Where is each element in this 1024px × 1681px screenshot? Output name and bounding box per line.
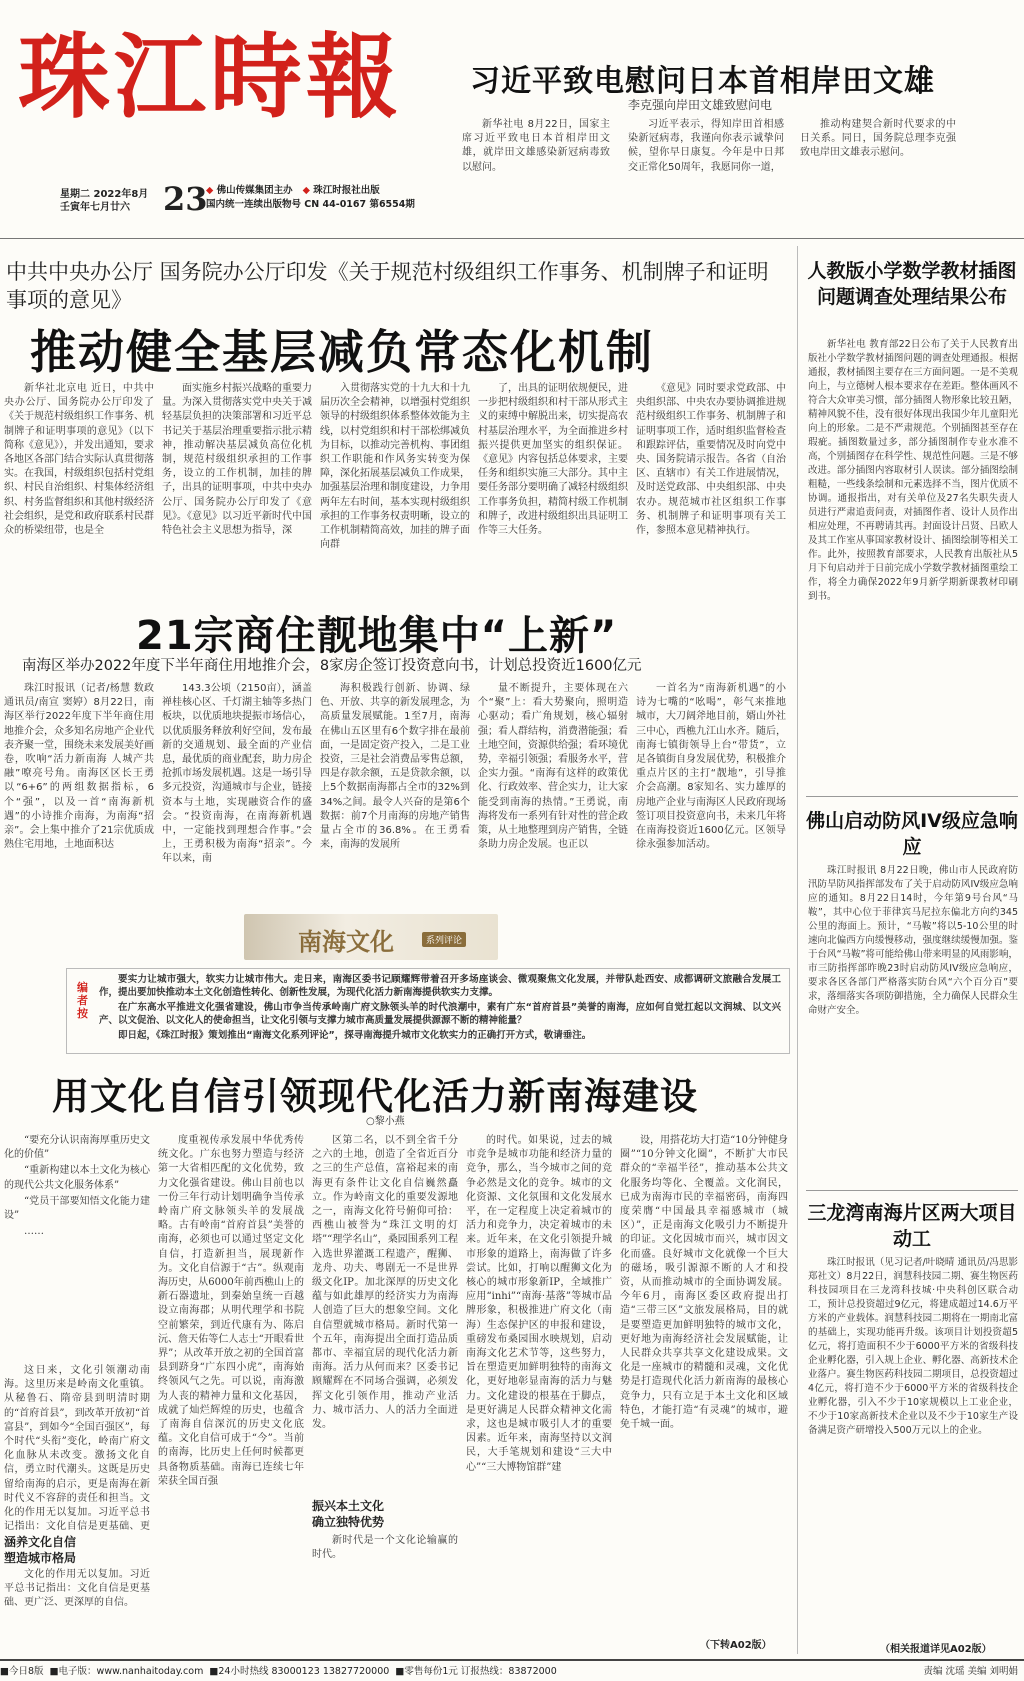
publisher-logo-icon: ◆ xyxy=(302,185,310,196)
culture-col-2: 度重视传承发展中华优秀传统文化。广东也努力塑造与经济第一大省相匹配的文化优势，致力文化强省建设。佛山目前也以一份三年行动计划明确争当传承岭南广府文脉领头羊的发展战略。古有岭南“首府首县”美誉的南海，必须也可以通过坚定文化自信，打造新担当，展现新作为。文化自信源于“古”。纵观南海历史，从6000年前西樵山上的新石器遗址，到秦始皇统一百越设立南海郡；从明代理学和书院空前繁荣，到近代康有为、陈启沅、詹天佑等仁人志士“开眼看世界”；从改革开放之初的全国首富县到跻身“广东四小虎”，南海始终领风气之先。可以说，南海激为人丧的精神力量和文化基因，成就了灿烂辉煌的历史，也蕴含了南海自信深沉的历史文化底蕴。文化自信可成于“今”。当前的南海，比历史上任何时候都更具备物质基础。南海已连续七年荣获全国百强 xyxy=(158,1135,304,1487)
culture-intro: “要充分认识南海厚重历史文化的价值” “重新构建以本土文化为核心的现代公共文化服务体系” “党员干部要知悟文化能力建设” …… xyxy=(4,1135,150,1238)
lead-col-1: 新华社北京电 近日，中共中央办公厅、国务院办公厅印发了《关于规范村级组织工作事务、机制牌子和证明事项的意见》（以下简称《意见》），并发出通知，要求各地区各部门结合实际认真贯彻落实。在我国，村级组织包括村党组织、村民自治组织、村集体经济组织、村务监督组织和其他村级经济社会组织，是党和政府联系村民群众的桥梁纽带，也是全 xyxy=(4,383,154,537)
culture-banner xyxy=(244,914,498,960)
masthead-logo: 珠江時報 xyxy=(18,23,403,131)
culture-col-1a: 这日来，文化引领潮动南海。这里历来是岭南文化重镇。从秘鲁石、隋帝县到明清时期的“首府首县”，到改革开放初“首富县”，到如今“全国百强区”，每个时代“头衔”变化，岭南广府文化血脉从未改变。激扬文化自信，勇立时代潮头。这既是历史留给南海的启示，更是南海在新时代义不容辞的责任和担当。文化的作用无以复加。习近平总书记指出：文化自信是更基础、更 xyxy=(4,1365,150,1532)
lead-kicker: 中共中央办公厅 国务院办公厅印发《关于规范村级组织工作事务、机制牌子和证明事项的意见》 xyxy=(6,260,769,312)
land-subhead: 南海区举办2022年度下半年商住用地推介会，8家房企签订投资意向书，计划总投资近1600亿元 xyxy=(22,658,642,674)
side3-headline: 三龙湾南海片区两大项目动工 xyxy=(807,1202,1017,1250)
culture-col-1b: 文化的作用无以复加。习近平总书记指出：文化自信是更基础、更广泛、更深厚的自信。 xyxy=(4,1569,150,1609)
lunar-date: 壬寅年七月廿六 xyxy=(60,202,130,213)
sidebar-divider xyxy=(797,246,798,1654)
top-col-1: 新华社电 8月22日，国家主席习近平致电日本首相岸田文雄，就岸田文雄感染新冠病毒致以慰问。 xyxy=(462,119,610,173)
land-col-5: 一首名为“南海新机遇”的小诗为七嘴的“吆喝”，彰气来推地城市，大刀阔斧地目前，婿山外社三中心，西樵九江山水齐。随后，南海七镇街领导上台“带货”，立足各镇街自身发展优势，积极推介重点片区的主打“靓地”，引导推介会高潮。8家知名、实力雄厚的房地产企业与南海区人民政府现场签订项目投资意向书，未来几年将在南海投资近1600亿元。区领导徐永强参加活动。 xyxy=(636,683,786,851)
lead-col-2: 面实施乡村振兴战略的重要力量。为深入贯彻落实党中央关于减轻基层负担的决策部署和习近平总书记关于基层治理重要指示批示精神，推动解决基层减负高位化机制，规范村级组织承担的工作事务，设立的工作机制，加挂的牌子，出具的证明事项，中共中央办公厅、国务院办公厅印发了《意见》。《意见》以习近平新时代中国特色社会主义思想为指导，深 xyxy=(162,383,312,537)
top-subhead: 李克强向岸田文雄致慰问电 xyxy=(628,98,773,112)
footer-pages: ■今日8版 xyxy=(0,1666,44,1677)
continued-note: （下转A02版） xyxy=(700,1640,772,1651)
footer xyxy=(0,1664,1024,1680)
culture-headline: 用文化自信引领现代化活力新南海建设 xyxy=(52,1075,698,1118)
publisher-info xyxy=(206,184,476,212)
masthead-divider xyxy=(0,238,1024,239)
publisher-text: 珠江时报社出版 xyxy=(313,185,380,196)
land-col-3: 海积极践行创新、协调、绿色、开放、共享的新发展理念，为高质量发展赋能。1至7月，南海在佛山五区里有6个数字排在最前面，一是固定资产投入，二是工业投资，三是社会消费品零售总额，四是存款余额，五是贷款余额，以上5个数据南海都占全市的32%到34%之间。最令人兴奋的是第6个数据：前7个月南海的房地产销售量占全市的36.8%。在王勇看来，南海的发展所 xyxy=(320,683,470,851)
footer-editors: 责编 沈瑶 美编 刘明娟 xyxy=(923,1666,1018,1677)
culture-banner-title: 南海文化 xyxy=(298,927,394,956)
top-col-3: 推动构建契合新时代要求的中日关系。同日，国务院总理李克强致电岸田文雄表示慰问。 xyxy=(800,119,956,159)
side-divider-2 xyxy=(806,1190,1018,1191)
side1-headline: 人教版小学数学教材插图问题调查处理结果公布 xyxy=(807,260,1017,308)
land-col-1: 珠江时报讯（记者/杨慧 数政 通讯员/南宣 窦婷）8月22日，南海区举行2022年度下半年商住用地推介会，众多知名房地产企业代表齐聚一堂，围绕未来发展美好画卷，吹响“活力新南海 人城产共融”嘹亮号角。南海区区长王勇以“6+6”的两组数据指标，6个“强”，以及一首“南海新机遇”的小诗推介南海，为南海“招亲”。会上集中推介了21宗优质成熟住宅用地，土地面积达 xyxy=(4,683,154,851)
land-col-2: 143.3公顷（2150亩），涵盖禅桂核心区、千灯湖主轴等多热门板块，以优质地块提振市场信心，以优质服务释放利好空间，发布最新的交通规划、最全面的产业信息，最优质的商业配套，助力房企抢抓市场发展机遇。这是一场引导多元投资，沟通城市与企业，链接资本与土地，实现融资合作的盛会。“投资南海，在南海新机遇中，一定能找到理想合作事。”会上，王勇积极为南海“招亲”。今年以来，南 xyxy=(162,683,312,865)
date-text: 星期二 2022年8月 xyxy=(60,189,149,200)
editor-note-label: 编者按 xyxy=(77,981,88,1020)
footer-price: ■零售每份1元 订报热线：83872000 xyxy=(395,1666,557,1677)
editor-note-box xyxy=(66,968,790,1054)
culture-col-4: 的时代。如果说，过去的城市竞争是城市功能和经济力量的竞争，那么，当今城市之间的竞争必然是文化的竞争。城市的文化资源、文化氛围和文化发展水平，在一定程度上决定着城市的活力和竞争力，决定着城市的未来。近年来，在文化引领提升城市形象的道路上，南海做了许多尝试。比如，打响以醒狮文化为核心的城市形象新IP，全域推广应用“inhi”“南海·基落”等城市品牌形象，积极推进广府文化（南海）生态保护区的申报和建设，重磅发布桑园围水映规划，启动南海文化艺术节等，这些努力，旨在塑造更加鲜明独特的南海文化，更好地彰显南海的活力与魅力。文化建设的根基在于脚点，是更好满足人民群众精神文化需求，这也是城市吸引人才的重要因素。近年来，南海坚持以文润民，大手笔规划和建设“三大中心”“三大博物馆群”建 xyxy=(466,1135,612,1473)
lead-col-5: 《意见》同时要求党政部、中央组织部、中央农办要协调推进规范村级组织工作事务、机制牌子和证明事项工作，适时组织监督检查和跟踪评估，重要情况及时向党中央、国务院请示报告。各省（自治区、直辖市）有关工作进展情况，及时送党政部、中央组织部、中央农办。规范城市社区组织工作事务、机制牌子和证明事项有关工作，参照本意见精神执行。 xyxy=(636,383,786,537)
land-headline: 21宗商住靓地集中“上新” xyxy=(136,613,618,659)
land-col-4: 量不断提升，主要体现在六个“聚”上：看大势聚向，照明造心驱动；看广角规划，核心辐射强；看人群结构，消费潜能强；看土地空间，资源供给强；看环境优势，幸福引领强；看服务水平，营企实力强。“南海有这样的政策优化、行政效率、营企实力，让大家能受到南海的热情。”王勇说，南海将发布一系列有针对性的营企政策，从土地整理到房产销售，全链条助力房企发展。也正以 xyxy=(478,683,628,851)
editor-note-text: 要实力让城市强大，软实力让城市伟大。走日来，南海区委书记顾耀辉带着召开多场座谈会、微观聚焦文化发展，并带队赴西安、成都调研文旅融合发展工作，提出要加快推动本土文化创造性转化、创新性发展，为现代化活力新南海提供软实力支撑。 在广东高水平推进文化强省建设，佛山市争当传承岭南广府文脉领头羊的时代浪潮中，素有广东“首府首县”美誉的南海，应如何自觉扛起以文润城、以文兴产、以文促治、以文化人的使命担当，让文化引领与支撑力城市高质量发展提供源源不断的精神能量？ 即日起，《珠江时报》策划推出“南海文化系列评论”，探寻南海提升城市文化软实力的正确打开方式，敬请垂注。 xyxy=(99,974,781,1041)
culture-byline: ○黎小燕 xyxy=(366,1116,405,1127)
sponsor-text: 佛山传媒集团主办 xyxy=(216,185,293,196)
culture-col-3a: 区第二名，以不到全省千分之六的土地，创造了全省近百分之三的生产总值，富裕起来的南海更有条件让文化自信巍然矗立。作为岭南文化的重要发源地之一，南海文化符号俯仰可拾：西樵山被誉为“珠江文明的灯塔”“理学名山”，桑园围系列工程入选世界灌溉工程遗产，醒狮、龙舟、功夫、粤剧无一不是世界级文化IP。加北深厚的历史文化蕴与如此雄厚的经济实力为南海人创造了巨大的想象空间。文化自信塑就城市格局。新时代第一个五年，南海提出全面打造品质都市、幸福宜居的现代化活力新南海。活力从何而来？区委书记顾耀辉在不同场合强调，必须发挥文化引领作用，推动产业活力、城市活力、人的活力全面迸发。 xyxy=(312,1135,458,1431)
side1-text: 新华社电 教育部22日公布了关于人民教育出版社小学数学教材插图问题的调查处理通报。根据通报，教材插图主要存在三方面问题。一是不美观向上，与立德树人根本要求存在差距。整体画风不符合大众审美习惯，部分插图人物形象比较丑陋，精神风貌不佳，没有很好体现出我国少年儿童阳光向上的形象。二是不严肃规范。个别插图甚至存在瑕疵。插图数量过多，部分插图制作专业水准不高，个别插图存在科学性、规范性问题。三是不够改进。部分插图内容取材引人误读。部分插图绘制粗糙，一些线条绘制和元素选择不当，图片优质不协调。通报指出，对有关单位及27名失职失责人员进行严肃追责问责，对插图作者、设计人员作出相应处理，不再聘请其再。封面设计吕贤、吕欧人及其工作室从事国家教材设计、插图绘制等相关工作。此外，按照教育部要求，人民教育出版社从5月下旬启动并于日前完成小学数学教材插图重绘工作，将全力确保2022年9月新学期新课教材印刷到书。 xyxy=(808,339,1018,602)
day-number: 23 xyxy=(163,180,208,218)
culture-col-5: 设，用搭花坊大打造“10分钟健身圈”“10分钟文化圈”，不断扩大市民群众的“幸福半径”，推动基本公共文化服务均等化、全覆盖。文化润民，已成为南海市民的幸福密码，南海四度荣膺“中国最具幸福感城市（城区）”，正是南海文化吸引力不断提升的印证。文化因城市而兴，城市因文化而盛。良好城市文化就像一个巨大的磁场，吸引源源不断的人才和投资，从而推动城市的全面协调发展。今年6月，南海区委区政府提出打造“三带三区”文旅发展格局，目的就是要塑造更加鲜明独特的城市文化，更好地为南海经济社会发展赋能，让人民群众共享共享文化建设成果。文化是一座城市的精髓和灵魂，文化优势是打造现代化活力新南海的最核心竞争力，只有立足于本土文化和区域特色，才能打造“有灵魂”的城市，避免千城一面。 xyxy=(620,1135,788,1431)
side3-text: 珠江时报讯（见习记者/叶晓晴 通讯员/冯思影 郑社文）8月22日，润慧科技园二期、赛生物医药科技园项目在三龙湾科技城·中央科创区联合动工，预计总投资超过9亿元，将建成超过14.6万平方米的产业载体。润慧科技园二期将在一期南北富的基础上，实现功能再升级。该项目计划投资超5亿元，将打造面积不少于6000平方米的省级科技企业孵化器，引入规上企业、孵化器、高新技术企业落户。赛生物医药科技园二期项目，总投资超过4亿元，将打造不少于6000平方米的省级科技企业孵化器，引入不少于10家规模以上工业企业，不少于10家高新技术企业以及不少于10家生产设备满足资产研增投入500万元以上的企业。 xyxy=(808,1257,1018,1436)
culture-subhead-2: 振兴本土文化 确立独特优势 xyxy=(312,1499,385,1529)
culture-subhead-1: 涵养文化自信 塑造城市格局 xyxy=(4,1535,77,1565)
side2-text: 珠江时报讯 8月22日晚，佛山市人民政府防汛防旱防风指挥部发布了关于启动防风IV级应急响应的通知。8月22日14时，今年第9号台风“马鞍”，其中心位于菲律宾马尼拉东偏北方向约345公里的海面上。预计，“马鞍”将以5-10公里的时速向北偏西方向缓慢移动，强度继续缓慢加强。鉴于台风“马鞍”将可能给佛山带来明显的风雨影响，市三防指挥部昨晚23时启动防风IV级应急响应，要求各区各部门严格落实防台风“六个百分百”要求，落细落实各项防御措施，全力确保人民群众生命财产安全。 xyxy=(808,865,1018,1016)
top-col-2: 习近平表示，得知岸田首相感染新冠病毒，我谨向你表示诚挚问候，望你早日康复。今年是中日邦交正常化50周年，我愿同你一道， xyxy=(628,119,784,173)
lead-col-4: 了，出具的证明依规便民，进一步把村级组织和村干部从形式主义的束缚中解脱出来，切实提高农村基层治理水平，为全面推进乡村振兴提供更加坚实的组织保证。《意见》内容包括总体要求，主要任务和组织实施三大部分。其中主要任务部分要明确了减轻村级组织工作事务负担，精简村级工作机制和牌子，改进村级组织出具证明工作等三大任务。 xyxy=(478,383,628,537)
issue-date xyxy=(60,188,148,214)
side3-more: （相关报道详见A02版） xyxy=(880,1644,992,1655)
sponsor-logo-icon: ◆ xyxy=(206,185,214,196)
lead-col-3: 入贯彻落实党的十九大和十九届历次全会精神，以增强村党组织领导的村级组织体系整体效能为主线，以村党组织和村干部松绑减负为目标，以推动完善机构、事团组织工作职能和作风务实转变为保障，深化拓展基层减负工作成果，加强基层治理和制度建设，力争用两年左右时间，基本实现村级组织承担的工作事务权责明晰，设立的工作机制精简高效，加挂的牌子面向群 xyxy=(320,383,470,551)
footer-rule xyxy=(0,1659,1024,1661)
footer-hotline: ■24小时热线 83000123 13827720000 xyxy=(209,1666,390,1677)
culture-col-3b: 新时代是一个文化论输赢的时代。 xyxy=(312,1535,458,1561)
issn-text: 国内统一连续出版物号 CN 44-0167 第6554期 xyxy=(206,199,415,210)
side2-headline: 佛山启动防风IV级应急响应 xyxy=(806,810,1018,858)
culture-banner-tag: 系列评论 xyxy=(422,932,466,947)
top-headline: 习近平致电慰问日本首相岸田文雄 xyxy=(470,64,935,99)
side-divider-1 xyxy=(806,796,1018,797)
lead-headline: 推动健全基层减负常态化机制 xyxy=(30,325,654,379)
footer-url[interactable]: ■电子版：www.nanhaitoday.com xyxy=(49,1666,204,1677)
